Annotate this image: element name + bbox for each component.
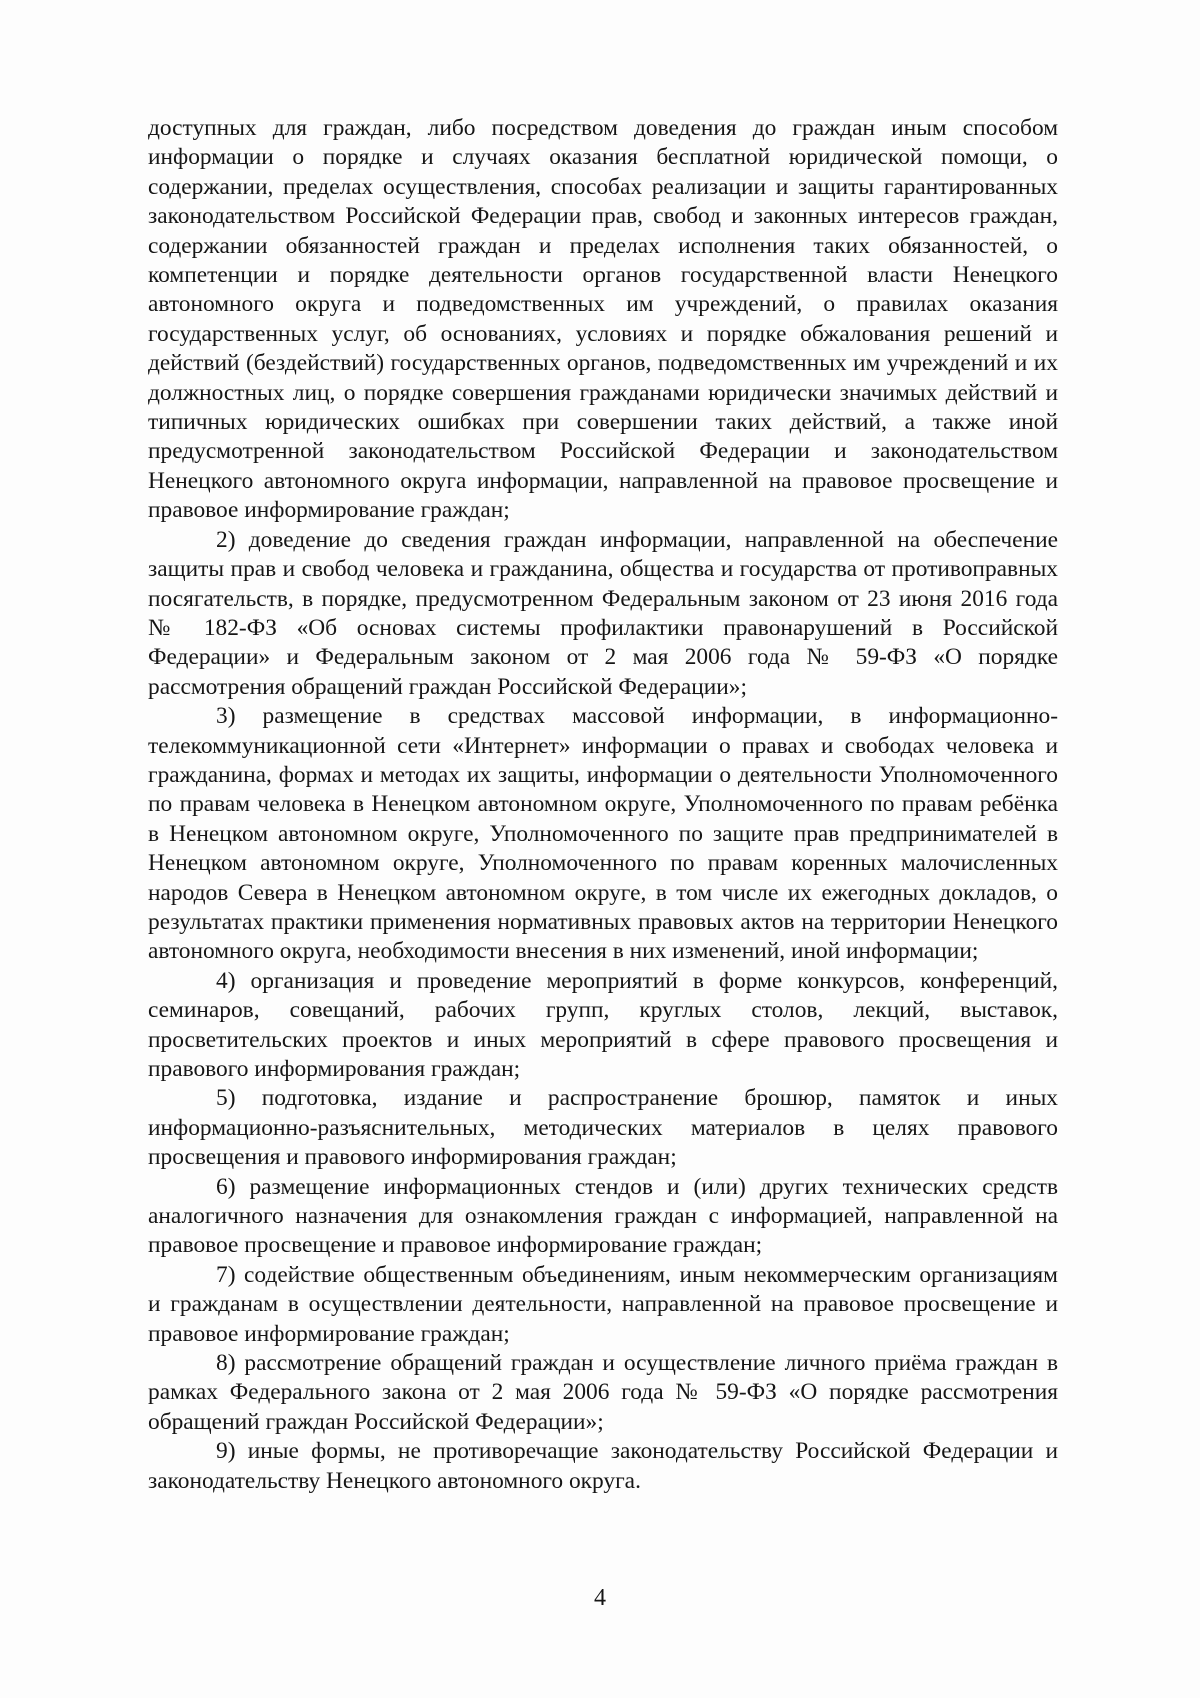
list-item-8: 8) рассмотрение обращений граждан и осуществление личного приёма граждан в рамках Федерального закона от 2 мая 2006 года № 59-ФЗ «О порядке рассмотрения обращений граждан Российской Федерации»;	[148, 1350, 1058, 1435]
list-item-6: 6) размещение информационных стендов и (или) других технических средств аналогичного назначения для ознакомления граждан с информацией, направленной на правовое просвещение и правовое информирование граждан;	[148, 1173, 1058, 1259]
list-item-4: 4) организация и проведение мероприятий в форме конкурсов, конференций, семинаров, совещаний, рабочих групп, круглых столов, лекций, выставок, просветительских проектов и иных мероприятий в сфере правового просвещения и правового информирования граждан;	[148, 967, 1058, 1082]
list-item-3: 3) размещение в средствах массовой информации, в информационно-телекоммуникационной сети «Интернет» информации о правах и свободах человека и гражданина, формах и методах их защиты, информации о деятельности Уполномоченного по правам человека в Ненецком автономном округе, Уполномоченного по правам ребёнка в Ненецком автономном округе, Уполномоченного по защите прав предпринимателей в Ненецком автономном округе, Уполномоченного по правам коренных малочисленных народов Севера в Ненецком автономном округе, в том числе их ежегодных докладов, о результатах практики применения нормативных правовых актов на территории Ненецкого автономного округа, необходимости внесения в них изменений, иной информации;	[148, 703, 1058, 965]
page-number: 4	[594, 1585, 606, 1611]
list-item-5: 5) подготовка, издание и распространение брошюр, памяток и иных информационно-разъяснительных, методических материалов в целях правового просвещения и правового информирования граждан;	[148, 1085, 1058, 1171]
list-item-2: 2) доведение до сведения граждан информации, направленной на обеспечение защиты прав и свобод человека и гражданина, общества и государства от противоправных посягательств, в порядке, предусмотренном Федеральным законом от 23 июня 2016 года № 182-ФЗ «Об основах системы профилактики правонарушений в Российской Федерации» и Федеральным законом от 2 мая 2006 года № 59-ФЗ «О порядке рассмотрения обращений граждан Российской Федерации»;	[148, 526, 1058, 700]
list-item-9: 9) иные формы, не противоречащие законодательству Российской Федерации и законодательству Ненецкого автономного округа.	[148, 1438, 1058, 1494]
document-body	[148, 114, 1058, 1496]
list-item-7: 7) содействие общественным объединениям, иным некоммерческим организациям и гражданам в осуществлении деятельности, направленной на правовое просвещение и правовое информирование граждан;	[148, 1261, 1058, 1347]
continuation-paragraph: доступных для граждан, либо посредством доведения до граждан иным способом информации о порядке и случаях оказания бесплатной юридической помощи, о содержании, пределах осуществления, способах реализации и защиты гарантированных законодательством Российской Федерации прав, свобод и законных интересов граждан, содержании обязанностей граждан и пределах исполнения таких обязанностей, о компетенции и порядке деятельности органов государственной власти Ненецкого автономного округа и подведомственных им учреждений, о правилах оказания государственных услуг, об основаниях, условиях и порядке обжалования решений и действий (бездействий) государственных органов, подведомственных им учреждений и их должностных лиц, о порядке совершения гражданами юридически значимых действий и типичных юридических ошибках при совершении таких действий, а также иной предусмотренной законодательством Российской Федерации и законодательством Ненецкого автономного округа информации, направленной на правовое просвещение и правовое информирование граждан;	[148, 115, 1058, 524]
